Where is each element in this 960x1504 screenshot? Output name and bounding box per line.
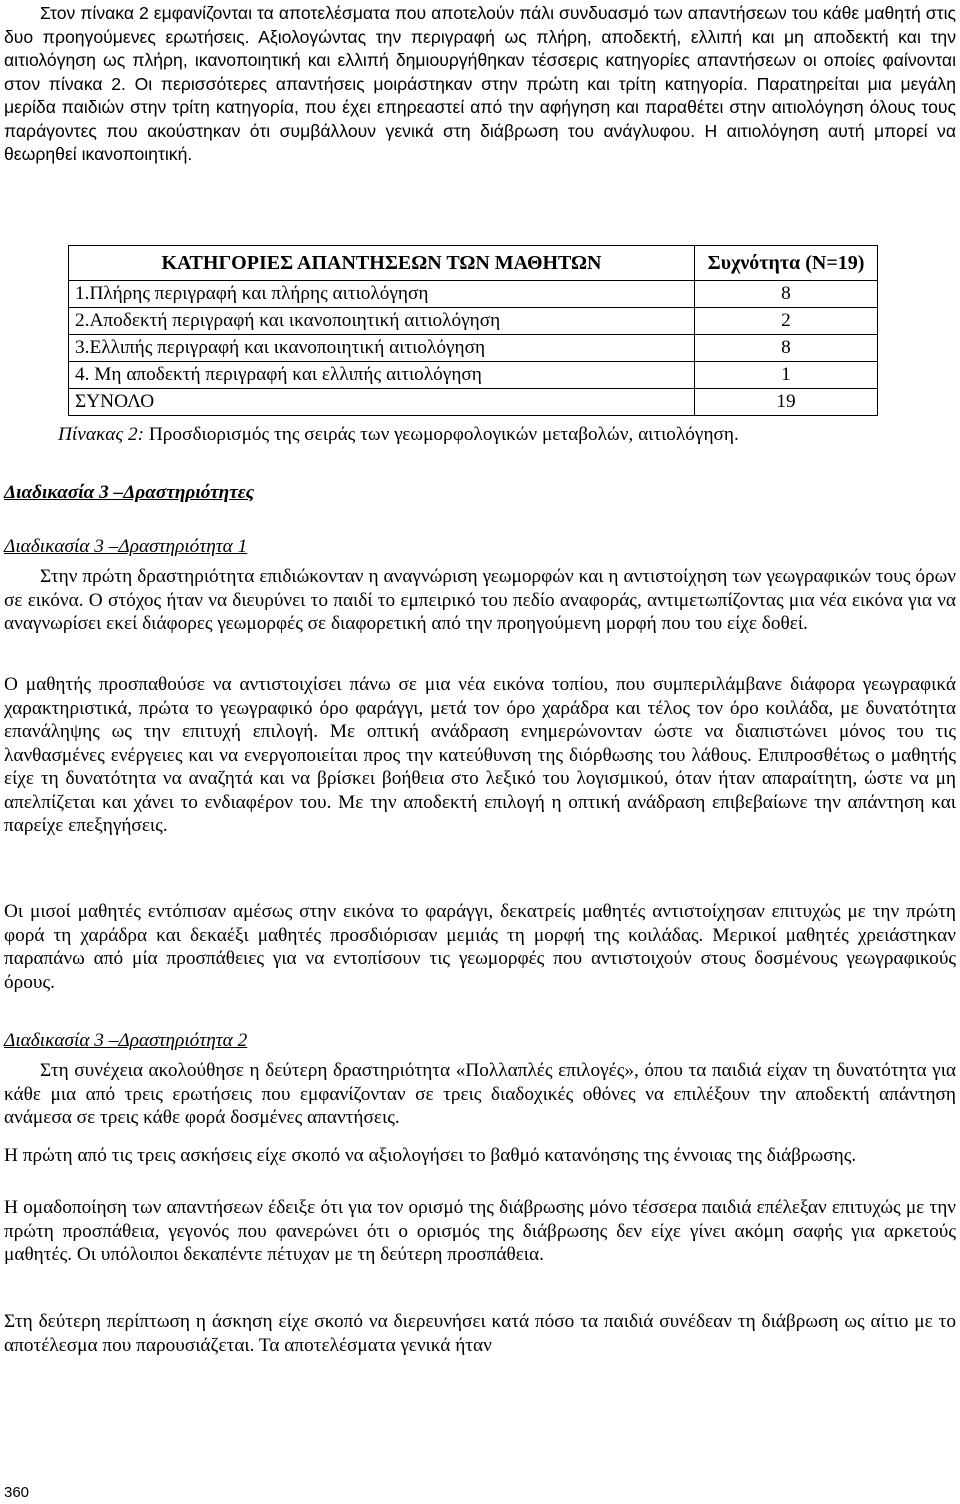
activity1-paragraph-3: Οι μισοί μαθητές εντόπισαν αμέσως στην εικόνα το φαράγγι, δεκατρείς μαθητές αντιστοίχησαν επιτυχώς με την πρώτη φορά τη χαράδρα και δεκαέξι μαθητές προσδιόρισαν μεμιάς τη μορφή της κοιλάδας. Μερικοί μαθητές χρειάστηκαν παραπάνω από μία προσπάθειες για να εντοπίσουν τις γεωμορφές που αντιστοιχούν στους δοσμένους γεωγραφικούς όρους. (4, 901, 956, 993)
row-category: 3.Ελλιπής περιγραφή και ικανοποιητική αιτιολόγηση (69, 335, 695, 362)
row-frequency: 2 (695, 308, 878, 335)
table-row (69, 308, 878, 335)
activity2-heading: Διαδικασία 3 –Δραστηριότητα 2 (4, 1030, 248, 1051)
activity2-paragraph-2: Η πρώτη από τις τρεις ασκήσεις είχε σκοπό να αξιολογήσει το βαθμό κατανόησης της έννοιας της διάβρωσης. (4, 1145, 857, 1166)
table-row-total (69, 389, 878, 416)
table-caption (58, 424, 739, 446)
section-heading: Διαδικασία 3 –Δραστηριότητες (4, 482, 255, 503)
activity2-paragraph-4: Στη δεύτερη περίπτωση η άσκηση είχε σκοπό να διερευνήσει κατά πόσο τα παιδιά συνέδεαν τη διάβρωση ως αίτιο με το αποτέλεσμα που παρουσιάζεται. Τα αποτελέσματα γενικά ήταν (4, 1311, 956, 1356)
row-frequency: 8 (695, 281, 878, 308)
row-frequency: 1 (695, 362, 878, 389)
row-frequency: 19 (695, 389, 878, 416)
activity1-paragraph-2: Ο μαθητής προσπαθούσε να αντιστοιχίσει πάνω σε μια νέα εικόνα τοπίου, που συμπεριλάμβανε διάφορα γεωγραφικά χαρακτηριστικά, πρώτα το γεωγραφικό όρο φαράγγι, μετά τον όρο χαράδρα και τέλος τον όρο κοιλάδα, με δυνατότητα επανάληψης ως την επιτυχή επιλογή. Με οπτική ανάδραση ενημερώνονταν ώστε να διαπιστώνει μόνος του τις λανθασμένες ενέργειες και να ενεργοποιείται προς την κατεύθυνση της διόρθωσης του λάθους. Επιπροσθέτως ο μαθητής είχε τη δυνατότητα να αναζητά και να βρίσκει βοήθεια στο λεξικό του λογισμικού, όταν ήταν απαραίτητη, ώστε να μη απελπίζεται και χάνει το ενδιαφέρον του. Με την αποδεκτή επιλογή η οπτική ανάδραση επιβεβαίωνε την απάντηση και παρείχε επεξηγήσεις. (4, 674, 956, 836)
activity2-paragraph-3: Η ομαδοποίηση των απαντήσεων έδειξε ότι για τον ορισμό της διάβρωσης μόνο τέσσερα παιδιά επέλεξαν επιτυχώς με την πρώτη προσπάθεια, γεγονός που φανερώνει ότι ο ορισμός της διάβρωσης δεν είχε γίνει ακόμη σαφής για αρκετούς μαθητές. Οι υπόλοιποι δεκαπέντε πέτυχαν με τη δεύτερη προσπάθεια. (4, 1197, 956, 1265)
row-frequency: 8 (695, 335, 878, 362)
row-category: 4. Μη αποδεκτή περιγραφή και ελλιπής αιτιολόγηση (69, 362, 695, 389)
row-category: ΣΥΝΟΛΟ (69, 389, 695, 416)
header-frequency: Συχνότητα (Ν=19) (695, 246, 878, 281)
page-number: 360 (4, 1484, 30, 1501)
intro-paragraph: Στον πίνακα 2 εμφανίζονται τα αποτελέσματα που αποτελούν πάλι συνδυασμό των απαντήσεων του κάθε μαθητή στις δυο προηγούμενες ερωτήσεις. Αξιολογώντας την περιγραφή ως πλήρη, αποδεκτή, ελλιπή και μη αποδεκτή και την αιτιολόγηση ως πλήρη, ικανοποιητική και ελλιπή δημιουργήθηκαν τέσσερις κατηγορίες απαντήσεων οι οποίες φαίνονται στον πίνακα 2. Οι περισσότερες απαντήσεις μοιράστηκαν στην πρώτη και τρίτη κατηγορία. Παρατηρείται μια μεγάλη μερίδα παιδιών στην τρίτη κατηγορία, που έχει επηρεαστεί από την αφήγηση και παραθέτει στην αιτιολόγηση όλους τους παράγοντες που ακούστηκαν ότι συμβάλλουν γενικά στη διάβρωση του ανάγλυφου. Η αιτιολόγηση αυτή μπορεί να θεωρηθεί ικανοποιητική. (4, 3, 956, 164)
table-row (69, 362, 878, 389)
table-row (69, 281, 878, 308)
table-row (69, 335, 878, 362)
header-category: ΚΑΤΗΓΟΡΙΕΣ ΑΠΑΝΤΗΣΕΩΝ ΤΩΝ ΜΑΘΗΤΩΝ (69, 246, 695, 281)
activity2-paragraph-1: Στη συνέχεια ακολούθησε η δεύτερη δραστηριότητα «Πολλαπλές επιλογές», όπου τα παιδιά είχαν τη δυνατότητα για κάθε μια από τρεις ερωτήσεις που εμφανίζονταν σε τρεις διαδοχικές οθόνες να επιλέξουν την αποδεκτή απάντηση ανάμεσα σε τρεις κάθε φορά δοσμένες απαντήσεις. (4, 1060, 956, 1128)
caption-label: Πίνακας 2: (58, 424, 145, 445)
activity1-paragraph-1: Στην πρώτη δραστηριότητα επιδιώκονταν η αναγνώριση γεωμορφών και η αντιστοίχηση των γεωγραφικών τους όρων σε εικόνα. Ο στόχος ήταν να διευρύνει το παιδί το εμπειρικό του πεδίο αναφοράς, αντιμετωπίζοντας μια νέα εικόνα για να αναγνωρίσει εκεί διάφορες γεωμορφές σε διαφορετική από την προηγούμενη μορφή που του είχε δοθεί. (4, 566, 956, 634)
results-table (68, 245, 878, 416)
row-category: 2.Αποδεκτή περιγραφή και ικανοποιητική αιτιολόγηση (69, 308, 695, 335)
row-category: 1.Πλήρης περιγραφή και πλήρης αιτιολόγηση (69, 281, 695, 308)
caption-text: Προσδιορισμός της σειράς των γεωμορφολογικών μεταβολών, αιτιολόγηση. (144, 424, 739, 445)
table-header-row (69, 246, 878, 281)
activity1-heading: Διαδικασία 3 –Δραστηριότητα 1 (4, 536, 248, 557)
